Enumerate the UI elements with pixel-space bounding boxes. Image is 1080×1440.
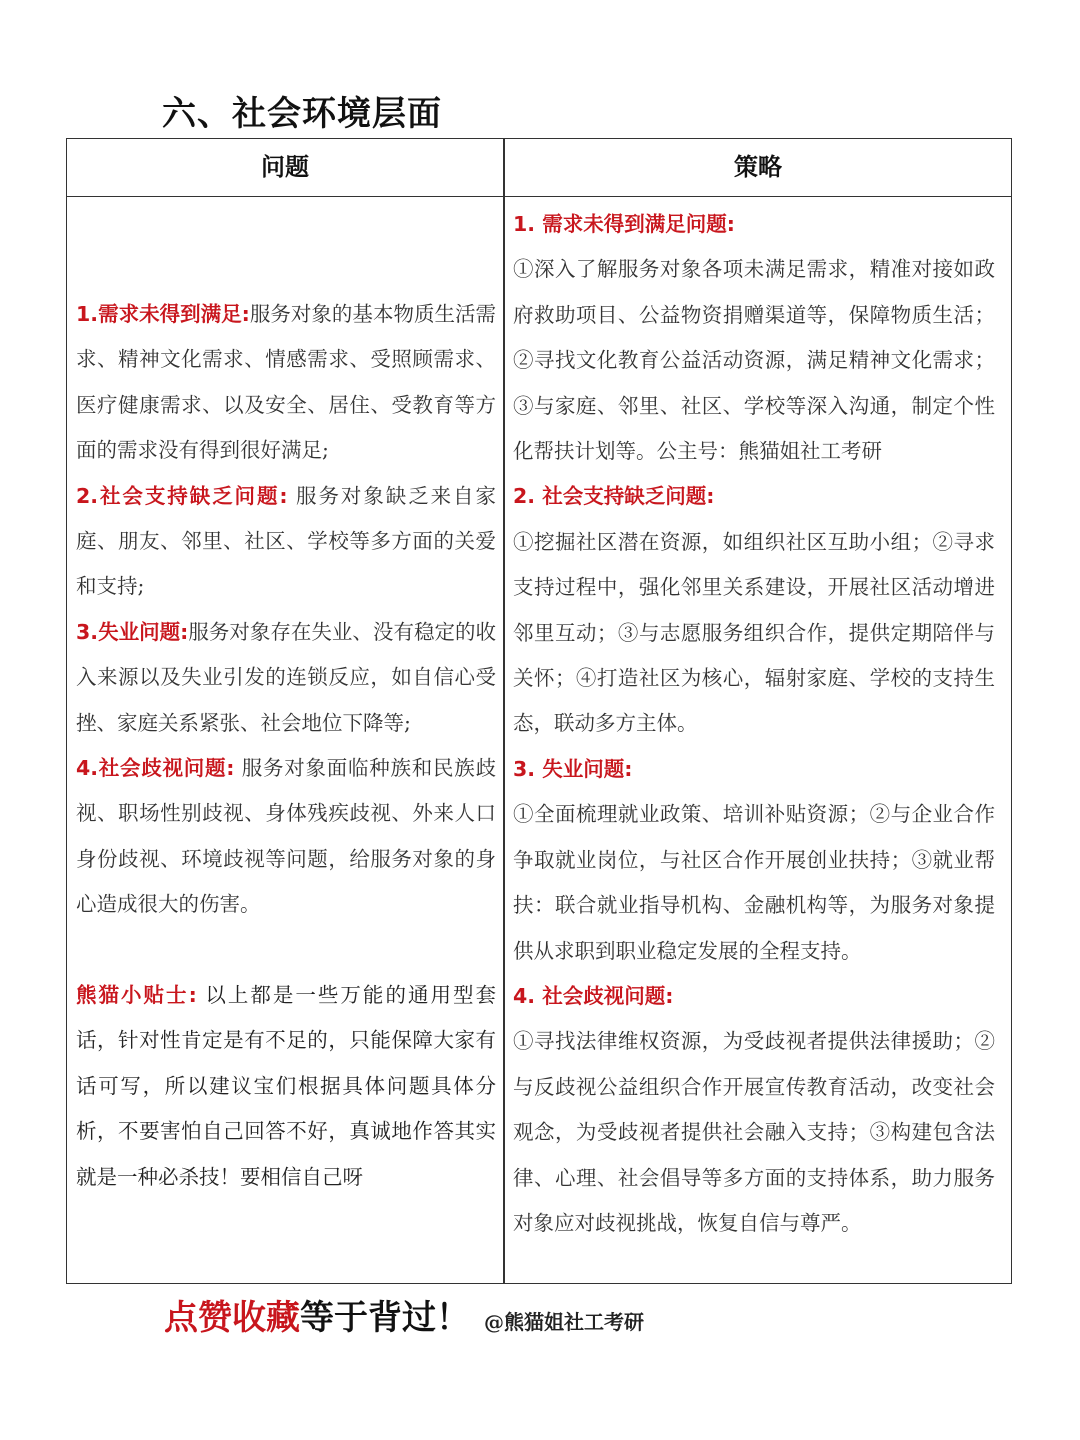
problem-label: 1.需求未得到满足:: [76, 302, 250, 326]
strategy-item: [513, 202, 995, 247]
problem-text: 服务对象存在失业、没有稳定的收入来源以及失业引发的连锁反应，如自信心受挫、家庭关系紧张、社会地位下降等;: [76, 619, 496, 735]
strategy-item: [513, 747, 995, 792]
problem-label: 2.社会支持缺乏问题:: [76, 483, 288, 508]
strategy-text: ①全面梳理就业政策、培训补贴资源；②与企业合作争取就业岗位，与社区合作开展创业扶持；③就业帮扶：联合就业指导机构、金融机构等，为服务对象提供从求职到职业稳定发展的全程支持。: [513, 802, 995, 963]
footer-slogan: [164, 1290, 644, 1339]
strategy-text: ①寻找法律维权资源，为受歧视者提供法律援助；②与反歧视公益组织合作开展宣传教育活动，改变社会观念，为受歧视者提供社会融入支持；③构建包含法律、心理、社会倡导等多方面的支持体系，助力服务对象应对歧视挑战，恢复自信与尊严。: [513, 1029, 995, 1235]
strategy-item: [513, 974, 995, 1019]
problem-label: 3.失业问题:: [76, 619, 189, 644]
problem-item: [76, 746, 496, 928]
page-title: 六、社会环境层面: [162, 94, 442, 134]
footer-black-text: 等于背过！: [300, 1298, 470, 1338]
problem-label: 4.社会歧视问题:: [76, 756, 235, 781]
footer-red-text: 点赞收藏: [164, 1298, 300, 1338]
content-table: [66, 138, 1012, 1284]
footer-handle: @熊猫姐社工考研: [484, 1310, 644, 1334]
problem-item: [76, 474, 496, 610]
strategy-text: ①挖掘社区潜在资源，如组织社区互助小组；②寻求支持过程中，强化邻里关系建设，开展社区活动增进邻里互动；③与志愿服务组织合作，提供定期陪伴与关怀；④打造社区为核心，辐射家庭、学校的支持生态，联动多方主体。: [513, 529, 995, 736]
tip-label: 熊猫小贴士:: [76, 983, 197, 1008]
problem-text: 服务对象面临种族和民族歧视、职场性别歧视、身体残疾歧视、外来人口身份歧视、环境歧视等问题，给服务对象的身心造成很大的伤害。: [76, 756, 497, 917]
strategy-label: 1. 需求未得到满足问题:: [513, 212, 735, 236]
panda-tip: [76, 973, 496, 1200]
strategy-item: [513, 474, 995, 519]
problem-text: 服务对象的基本物质生活需求、精神文化需求、情感需求、受照顾需求、医疗健康需求、以及安全、居住、受教育等方面的需求没有得到很好满足;: [76, 302, 497, 463]
table-header-row: [67, 139, 1011, 197]
column-divider: [503, 139, 505, 1283]
problem-column: [76, 292, 496, 1200]
header-problem: 问题: [261, 153, 309, 181]
problem-item: [76, 292, 496, 474]
strategy-text: ①深入了解服务对象各项未满足需求，精准对接如政府救助项目、公益物资捐赠渠道等，保障物质生活；②寻找文化教育公益活动资源，满足精神文化需求；③与家庭、邻里、社区、学校等深入沟通，制定个性化帮扶计划等。公主号：熊猫姐社工考研: [513, 257, 995, 464]
tip-text: 以上都是一些万能的通用型套话，针对性肯定是有不足的，只能保障大家有话可写，所以建议宝们根据具体问题具体分析，不要害怕自己回答不好，真诚地作答其实就是一种必杀技！要相信自己呀: [76, 983, 496, 1189]
strategy-label: 4. 社会歧视问题:: [513, 983, 674, 1008]
problem-item: [76, 610, 496, 746]
strategy-label: 2. 社会支持缺乏问题:: [513, 484, 715, 509]
strategy-column: [513, 202, 995, 1246]
strategy-label: 3. 失业问题:: [513, 756, 633, 781]
problem-text: 服务对象缺乏来自家庭、朋友、邻里、社区、学校等多方面的关爱和支持;: [76, 483, 496, 599]
header-strategy: 策略: [734, 153, 782, 181]
